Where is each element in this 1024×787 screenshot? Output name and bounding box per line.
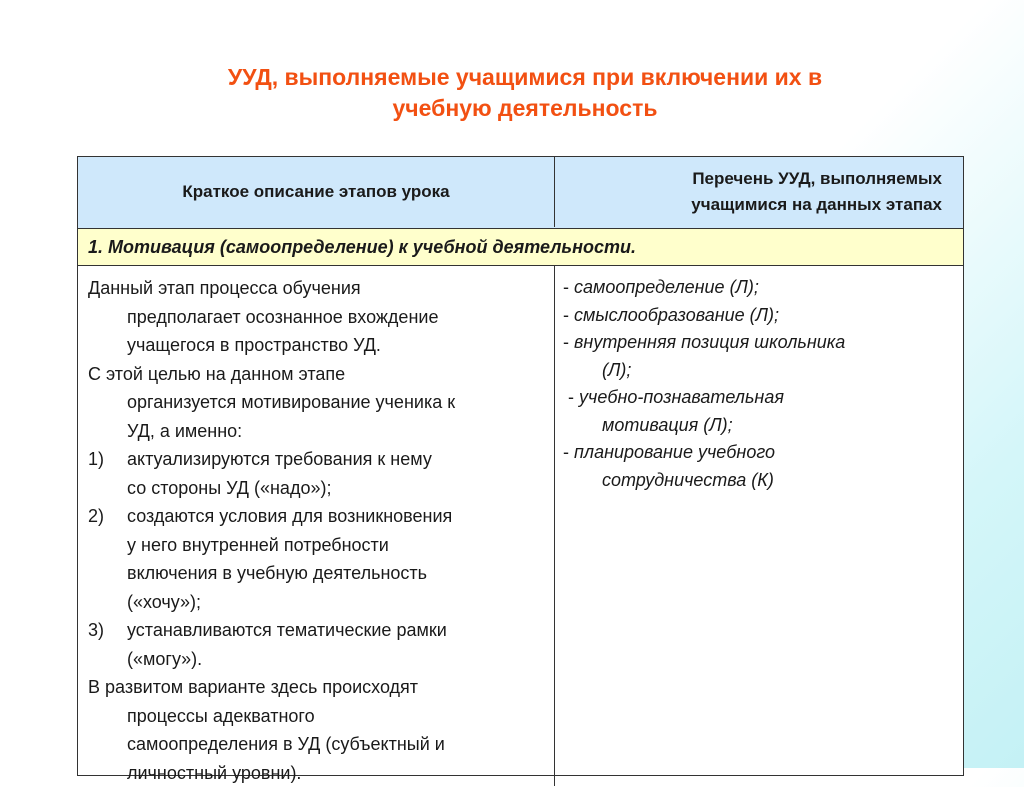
header-stage-description: Краткое описание этапов урока (78, 157, 554, 227)
list-item-text: актуализируются требования к нему (127, 449, 432, 469)
list-number: 3) (88, 616, 127, 645)
list-item-continuation: («могу»). (88, 645, 554, 674)
uud-item-continuation: (Л); (563, 357, 964, 385)
description-line: предполагает осознанное вхождение (88, 303, 554, 332)
description-line: В развитом варианте здесь происходят (88, 673, 554, 702)
uud-item-text: самоопределение (Л); (574, 277, 759, 297)
header-uud-list-line-2: учащимися на данных этапах (691, 192, 942, 218)
uud-item (563, 274, 964, 302)
list-item-1 (88, 445, 554, 474)
description-line: самоопределения в УД (субъектный и (88, 730, 554, 759)
description-line: Данный этап процесса обучения (88, 274, 554, 303)
bullet-dash: - (563, 332, 569, 352)
list-item-continuation: у него внутренней потребности (88, 531, 554, 560)
bullet-dash: - (563, 442, 569, 462)
description-line: личностный уровни). (88, 759, 554, 787)
stage-description-cell (78, 266, 554, 786)
uud-item (563, 302, 964, 330)
uud-item (563, 439, 964, 467)
description-line: УД, а именно: (88, 417, 554, 446)
uud-item-continuation: мотивация (Л); (563, 412, 964, 440)
uud-item (563, 384, 964, 412)
list-number: 2) (88, 502, 127, 531)
title-line-2: учебную деятельность (130, 93, 920, 124)
description-line: процессы адекватного (88, 702, 554, 731)
slide-title (130, 62, 920, 124)
list-item-continuation: со стороны УД («надо»); (88, 474, 554, 503)
bullet-dash: - (563, 277, 569, 297)
list-item-2 (88, 502, 554, 531)
list-item-text: устанавливаются тематические рамки (127, 620, 447, 640)
title-line-1: УУД, выполняемые учащимися при включении их в (130, 62, 920, 93)
uud-table (77, 156, 964, 776)
uud-item-continuation: сотрудничества (К) (563, 467, 964, 495)
bullet-dash: - (568, 387, 574, 407)
stage-title-row: 1. Мотивация (самоопределение) к учебной деятельности. (78, 229, 963, 266)
uud-item-text: планирование учебного (574, 442, 775, 462)
table-header-row (78, 157, 963, 229)
list-item-continuation: включения в учебную деятельность (88, 559, 554, 588)
uud-item-text: внутренняя позиция школьника (574, 332, 845, 352)
uud-item-text: смыслообразование (Л); (574, 305, 779, 325)
description-line: С этой целью на данном этапе (88, 360, 554, 389)
uud-item (563, 329, 964, 357)
list-number: 1) (88, 445, 127, 474)
bullet-dash: - (563, 305, 569, 325)
list-item-text: создаются условия для возникновения (127, 506, 452, 526)
uud-list-cell (554, 266, 964, 786)
header-uud-list-line-1: Перечень УУД, выполняемых (692, 166, 942, 192)
description-line: организуется мотивирование ученика к (88, 388, 554, 417)
header-uud-list (554, 157, 962, 227)
list-item-continuation: («хочу»); (88, 588, 554, 617)
uud-item-text: учебно-познавательная (579, 387, 784, 407)
description-line: учащегося в пространство УД. (88, 331, 554, 360)
list-item-3 (88, 616, 554, 645)
